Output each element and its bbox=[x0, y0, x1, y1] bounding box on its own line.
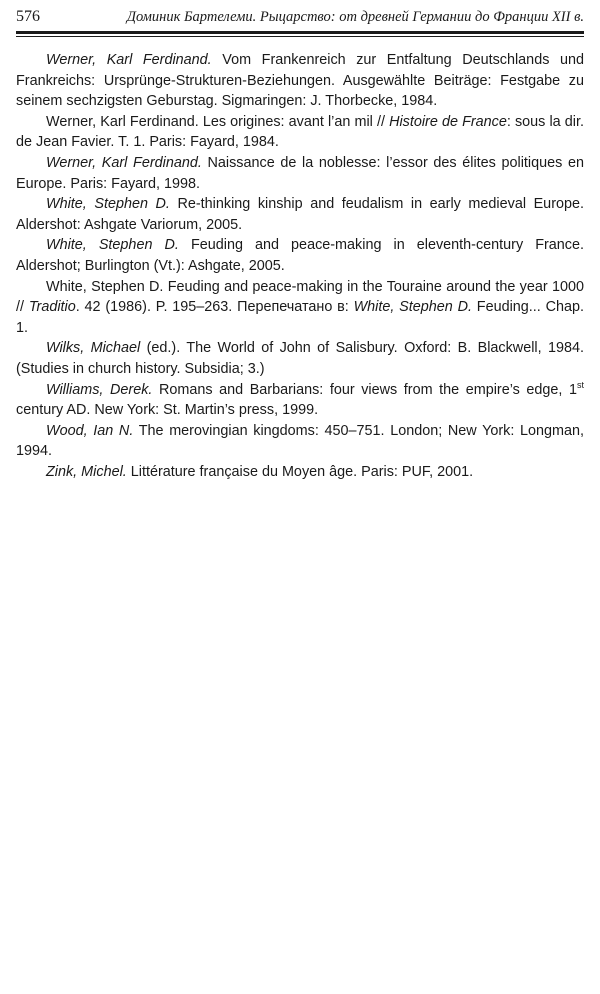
entry-text: Littérature française du Moyen âge. Paris: PUF, 2001. bbox=[126, 463, 474, 480]
bibliography-entry bbox=[16, 380, 584, 421]
bibliography-entry bbox=[16, 462, 584, 483]
entry-author: White, Stephen D. bbox=[46, 237, 179, 254]
header-rule-thin bbox=[16, 36, 584, 37]
entry-author: Wood, Ian N. bbox=[46, 422, 134, 439]
entry-text-tail: : sous la dir. de Jean Favier. T. 1. Paris: Fayard, 1984. bbox=[16, 113, 584, 151]
bibliography-entry bbox=[16, 235, 584, 276]
entry-text: White, Stephen D. Feuding and peace-making in the Touraine around the year 1000 // bbox=[16, 278, 584, 316]
entry-text: (ed.). The World of John of Salisbury. Oxford: B. Blackwell, 1984. (Studies in church history. Subsidia; 3.) bbox=[16, 340, 584, 377]
entry-italic-title: Traditio bbox=[28, 299, 76, 316]
entry-author: White, Stephen D. bbox=[46, 196, 170, 213]
page-number: 576 bbox=[16, 8, 40, 25]
bibliography-entry bbox=[16, 50, 584, 112]
entry-text-tail: century AD. New York: St. Martin’s press, 1999. bbox=[16, 402, 319, 419]
entry-italic-title: Histoire de France bbox=[389, 113, 507, 130]
bibliography-entry bbox=[16, 421, 584, 462]
bibliography-entry bbox=[16, 277, 584, 339]
entry-text-tail: . 42 (1986). P. 195–263. Перепечатано в: bbox=[75, 299, 354, 316]
entry-author: Zink, Michel. bbox=[46, 463, 127, 480]
entry-author: Williams, Derek. bbox=[46, 381, 153, 398]
entry-text: Vom Frankenreich zur Entfaltung Deutschlands und Frankreichs: Ursprünge-Strukturen-Beziehungen. Ausgewählte Beiträge: Festgabe zu seinem sechzigsten Geburstag. Sigmaringen: J. Thorbecke, 1984. bbox=[16, 52, 584, 110]
entry-italic-author: White, Stephen D. bbox=[353, 299, 472, 316]
running-title: Доминик Бартелеми. Рыцарство: от древней Германии до Франции XII в. bbox=[126, 9, 584, 25]
bibliography-list bbox=[16, 50, 584, 482]
entry-text: Feuding and peace-making in eleventh-century France. Aldershot; Burlington (Vt.): Ashgate, 2005. bbox=[16, 237, 584, 274]
entry-author: Werner, Karl Ferdinand. bbox=[46, 52, 212, 68]
bibliography-entry bbox=[16, 153, 584, 194]
entry-author: Werner, Karl Ferdinand. bbox=[46, 154, 202, 171]
header-rule-thick bbox=[16, 31, 584, 34]
entry-text: The merovingian kingdoms: 450–751. London; New York: Longman, 1994. bbox=[16, 422, 585, 460]
bibliography-entry bbox=[16, 194, 584, 235]
entry-text: Werner, Karl Ferdinand. Les origines: avant l’an mil // bbox=[46, 113, 390, 130]
entry-text: Re-thinking kinship and feudalism in early medieval Europe. Aldershot: Ashgate Variorum, 2005. bbox=[16, 196, 584, 233]
entry-text-tail: Feuding... Chap. 1. bbox=[16, 299, 584, 336]
entry-text: Romans and Barbarians: four views from the empire’s edge, 1 bbox=[152, 381, 577, 398]
entry-text: Naissance de la noblesse: l’essor des élites politiques en Europe. Paris: Fayard, 1998. bbox=[16, 154, 584, 192]
page-header bbox=[16, 6, 584, 32]
bibliography-entry bbox=[16, 112, 584, 153]
bibliography-entry bbox=[16, 338, 584, 379]
entry-author: Wilks, Michael bbox=[46, 340, 141, 357]
entry-superscript: st bbox=[576, 379, 584, 390]
